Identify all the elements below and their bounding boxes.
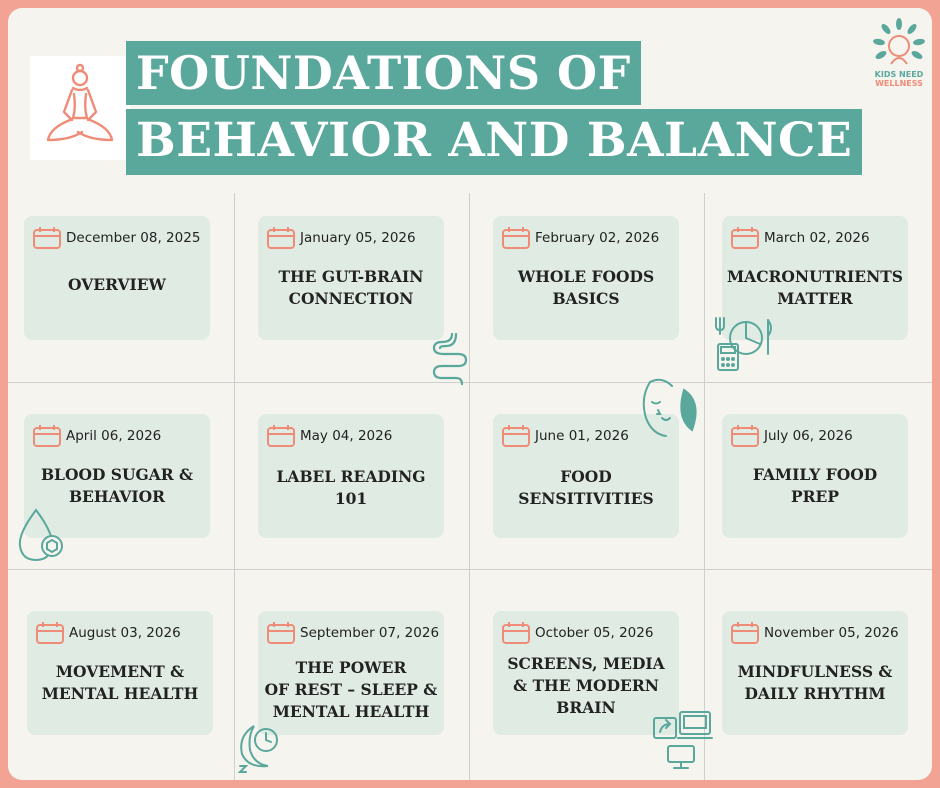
session-date: September 07, 2026 [300, 625, 440, 641]
session-title: LABEL READING 101 [276, 467, 426, 508]
grid-divider [8, 569, 932, 570]
session-title: OVERVIEW [68, 275, 166, 294]
session-date: February 02, 2026 [535, 230, 660, 246]
calendar-icon [730, 424, 760, 448]
calendar-icon [32, 424, 62, 448]
calendar-icon [32, 226, 62, 250]
yoga-icon-box [30, 56, 130, 160]
session-date: March 02, 2026 [764, 230, 870, 246]
calendar-icon [266, 424, 296, 448]
session-date: July 06, 2026 [764, 428, 853, 444]
session-title: WHOLE FOODS BASICS [517, 267, 655, 308]
calendar-icon [501, 226, 531, 250]
session-title: MOVEMENT & MENTAL HEALTH [41, 662, 199, 703]
session-title: THE POWER OF REST – SLEEP & MENTAL HEALTH [264, 658, 438, 721]
session-title: MINDFULNESS & DAILY RHYTHM [737, 662, 893, 703]
session-title: THE GUT-BRAIN CONNECTION [278, 267, 424, 308]
session-date: May 04, 2026 [300, 428, 393, 444]
session-date: December 08, 2025 [66, 230, 201, 246]
calendar-icon [501, 424, 531, 448]
calendar-icon [35, 621, 65, 645]
session-title: MACRONUTRIENTS MATTER [727, 267, 903, 308]
session-card [258, 414, 444, 538]
plate-calculator-icon [712, 314, 774, 372]
session-date: November 05, 2026 [764, 625, 899, 641]
logo-text-line-2: WELLNESS [875, 79, 923, 88]
blood-drop-icon [14, 506, 64, 564]
calendar-icon [730, 226, 760, 250]
sleep-clock-icon [234, 720, 290, 780]
session-title: SCREENS, MEDIA & THE MODERN BRAIN [507, 654, 665, 717]
grid-divider [234, 193, 235, 780]
session-card [493, 216, 679, 340]
session-card [24, 216, 210, 340]
page-title-line-1: FOUNDATIONS OF [126, 41, 641, 105]
session-date: August 03, 2026 [69, 625, 181, 641]
grid-divider [704, 193, 705, 780]
session-title: FOOD SENSITIVITIES [518, 467, 654, 508]
calendar-icon [266, 226, 296, 250]
session-title: FAMILY FOOD PREP [752, 465, 878, 506]
session-card [258, 611, 444, 735]
session-date: October 05, 2026 [535, 625, 654, 641]
session-title: BLOOD SUGAR & BEHAVIOR [40, 465, 194, 506]
calendar-icon [730, 621, 760, 645]
session-date: April 06, 2026 [66, 428, 162, 444]
infographic-frame [8, 8, 932, 780]
intestine-icon [428, 330, 476, 388]
session-date: January 05, 2026 [300, 230, 416, 246]
session-card [722, 414, 908, 538]
logo-icon [866, 18, 932, 68]
logo-text-line-1: KIDS NEED [874, 70, 924, 79]
calendar-icon [266, 621, 296, 645]
session-card [722, 611, 908, 735]
screens-icon [648, 708, 714, 772]
session-card [258, 216, 444, 340]
calendar-icon [501, 621, 531, 645]
yoga-icon [30, 56, 130, 160]
grid-divider [469, 193, 470, 780]
session-card [27, 611, 213, 735]
face-leaf-icon [636, 374, 706, 444]
session-date: June 01, 2026 [535, 428, 629, 444]
page-title-line-2: BEHAVIOR AND BALANCE [126, 109, 862, 175]
brand-logo [866, 18, 932, 98]
